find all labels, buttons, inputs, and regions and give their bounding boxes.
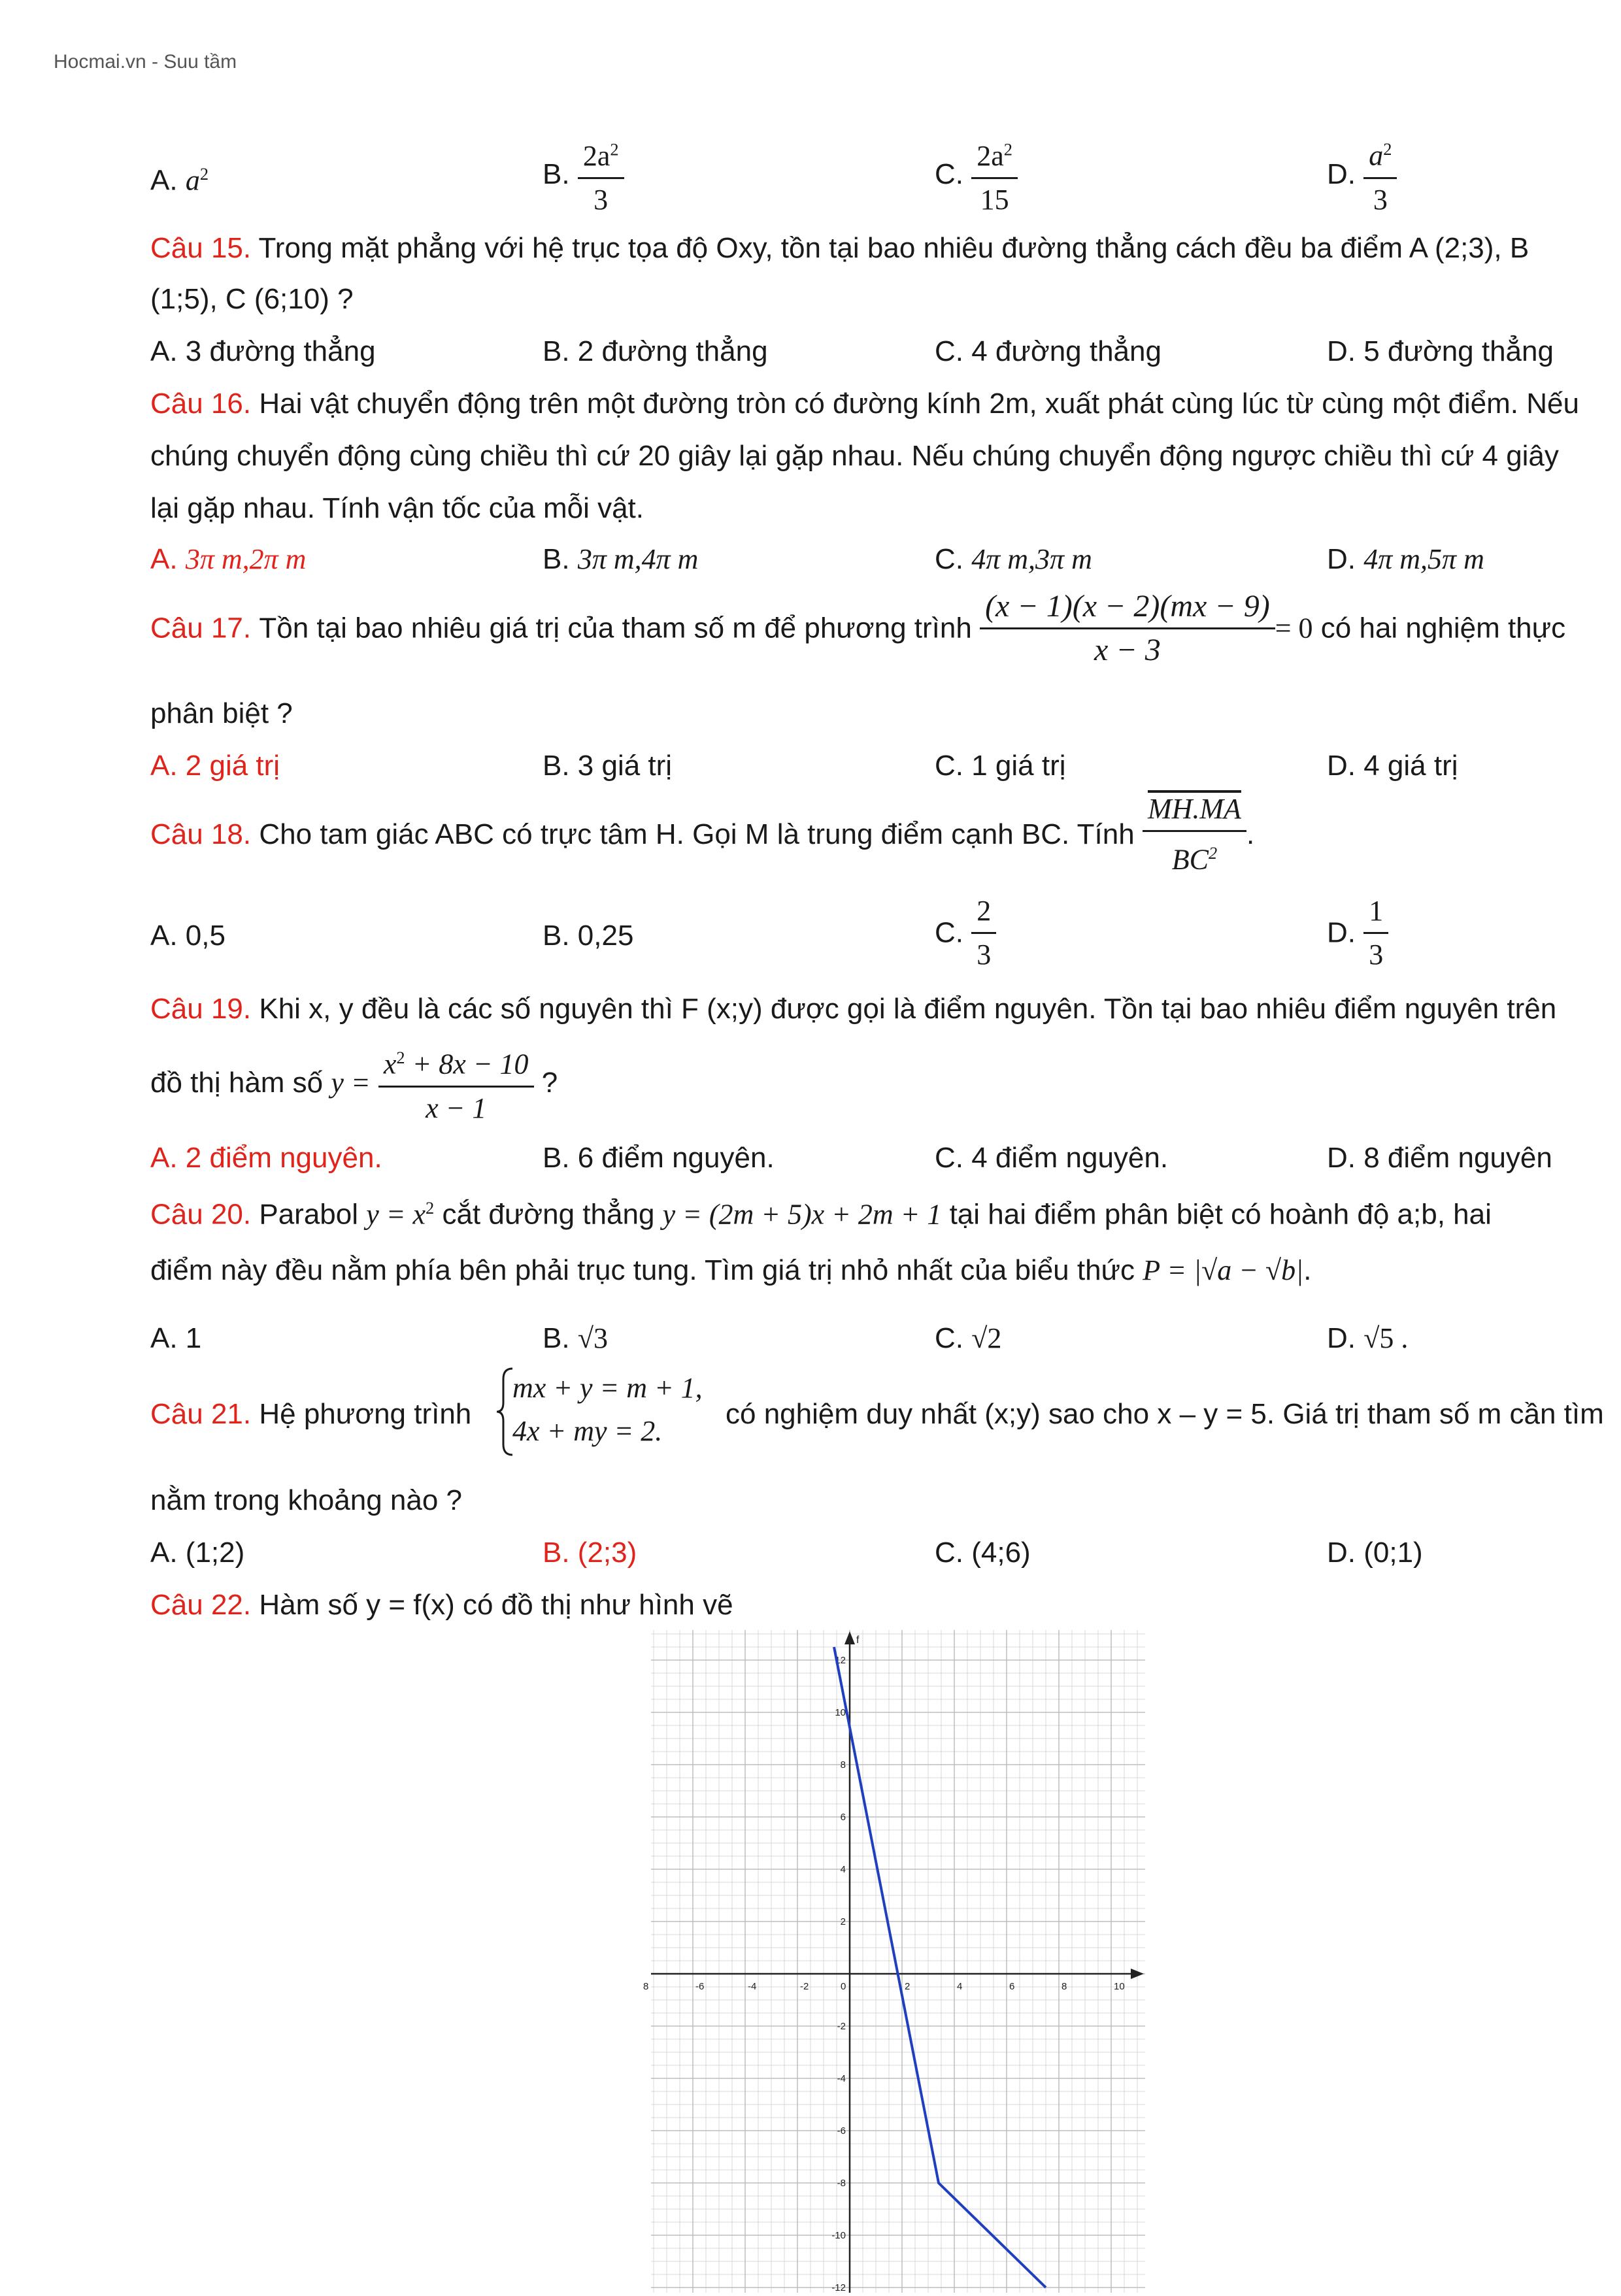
x-tick-label: 0 (841, 1981, 846, 1992)
q18-option-c: C. $\frac{2}{3}$ (935, 893, 996, 973)
q19-line2: đồ thị hàm số y = $\frac{x^2 + 8x - 10}{x - 1}$ ? (150, 1039, 558, 1127)
q18-number: Câu 18. (150, 818, 252, 850)
q19-option-b: B. 6 điểm nguyên. (543, 1142, 775, 1174)
q21-option-d: D. (0;1) (1327, 1537, 1423, 1569)
y-tick-label: 8 (840, 1759, 846, 1771)
q21-option-a: A. (1;2) (150, 1537, 245, 1569)
q19-option-a: A. 2 điểm nguyên. (150, 1142, 382, 1174)
function-graph (643, 1630, 1145, 2293)
q20-expression: P = |√a − √b| (1143, 1254, 1304, 1286)
y-tick-label: -6 (837, 2125, 846, 2137)
y-tick-label: -12 (831, 2282, 846, 2293)
x-tick-label: -6 (695, 1981, 705, 1992)
q19-option-d: D. 8 điểm nguyên (1327, 1142, 1552, 1174)
q20-number: Câu 20. (150, 1198, 252, 1231)
q20-option-a: A. 1 (150, 1322, 202, 1354)
q18-option-d: D. $\frac{1}{3}$ (1327, 893, 1388, 973)
q15-line1: Câu 15. Trong mặt phẳng với hệ trục tọa độ Oxy, tồn tại bao nhiêu đường thẳng cách đều ba điểm A (2;3), B (150, 232, 1529, 264)
q22-line1: Câu 22. Hàm số y = f(x) có đồ thị như hình vẽ (150, 1589, 733, 1621)
x-tick-label: 10 (1114, 1981, 1125, 1992)
x-tick-label: 8 (643, 1981, 649, 1992)
q20-option-b: B. √3 (543, 1322, 608, 1354)
q20-line2: điểm này đều nằm phía bên phải trục tung. Tìm giá trị nhỏ nhất của biểu thức P = |√a − √b|. (150, 1254, 1312, 1286)
q17-equation: $\frac{(x - 1)(x - 2)(mx - 9)}{x - 3}$ (980, 588, 1275, 669)
y-axis-label: f (856, 1635, 860, 1646)
q16-line2: chúng chuyển động cùng chiều thì cứ 20 giây lại gặp nhau. Nếu chúng chuyển động ngược chiều thì cứ 4 giây (150, 440, 1559, 472)
q20-option-c: C. √2 (935, 1322, 1002, 1354)
q15-option-c: C. 4 đường thẳng (935, 335, 1161, 367)
q15-line2: (1;5), C (6;10) ? (150, 283, 354, 315)
q21-line1: Câu 21. Hệ phương trình (150, 1398, 472, 1430)
q17-option-a: A. 2 giá trị (150, 750, 280, 782)
q14-option-c: C. $\frac{2a^2}{15}$ (935, 131, 1018, 218)
q16-option-d: D. 4π m,5π m (1327, 543, 1484, 575)
q21-option-c: C. (4;6) (935, 1537, 1031, 1569)
function-line (834, 1647, 1046, 2288)
q16-option-c: C. 4π m,3π m (935, 543, 1092, 575)
q19-number: Câu 19. (150, 993, 252, 1025)
q19-option-c: C. 4 điểm nguyên. (935, 1142, 1169, 1174)
y-tick-label: 4 (840, 1864, 846, 1875)
q21-option-b: B. (2;3) (543, 1537, 637, 1569)
y-tick-label: 2 (840, 1916, 846, 1927)
q16-number: Câu 16. (150, 388, 252, 420)
y-tick-label: -8 (837, 2178, 846, 2189)
q19-function: $\frac{x^2 + 8x - 10}{x - 1}$ (378, 1039, 534, 1127)
y-tick-label: 6 (840, 1812, 846, 1823)
q18-option-b: B. 0,25 (543, 920, 634, 952)
q21-line1-tail: có nghiệm duy nhất (x;y) sao cho x – y = 5. Giá trị tham số m cần tìm (726, 1398, 1604, 1430)
q17-option-d: D. 4 giá trị (1327, 750, 1458, 782)
y-tick-label: -4 (837, 2073, 846, 2084)
q15-option-d: D. 5 đường thẳng (1327, 335, 1554, 367)
q14-option-a: A. $a^2$ (150, 164, 209, 197)
q15-option-a: A. 3 đường thẳng (150, 335, 376, 367)
q14-option-d: D. $\frac{a^2}{3}$ (1327, 131, 1397, 218)
q21-system: mx + y = m + 1, 4x + my = 2. (512, 1372, 703, 1447)
function-graph-svg (643, 1630, 1145, 2293)
x-tick-label: -4 (748, 1981, 757, 1992)
x-tick-label: 6 (1009, 1981, 1015, 1992)
q17-option-c: C. 1 giá trị (935, 750, 1066, 782)
q21-number: Câu 21. (150, 1398, 252, 1430)
q16-option-b: B. 3π m,4π m (543, 543, 699, 575)
q18-expression: $\frac{MH.MA}{BC^2}$ (1143, 791, 1246, 878)
q22-number: Câu 22. (150, 1589, 252, 1621)
y-tick-label: -10 (831, 2230, 846, 2241)
page-header: Hocmai.vn - Suu tầm (54, 51, 237, 73)
q17-number: Câu 17. (150, 612, 252, 644)
y-axis-arrow (844, 1631, 855, 1644)
y-tick-label: 10 (835, 1707, 846, 1718)
q15-number: Câu 15. (150, 232, 252, 264)
x-tick-label: -2 (800, 1981, 809, 1992)
q16-option-a: A. 3π m,2π m (150, 543, 307, 575)
q14-option-b: B. $\frac{2a^2}{3}$ (543, 131, 624, 218)
q19-line1: Câu 19. Khi x, y đều là các số nguyên thì F (x;y) được gọi là điểm nguyên. Tồn tại bao nhiêu điểm nguyên trên (150, 993, 1557, 1025)
q17-line1: Câu 17. Tồn tại bao nhiêu giá trị của tham số m để phương trình $\frac{(x - 1)(x - 2)(mx - 9)}{x - 3}$ = 0 có hai nghiệm thực (150, 589, 1566, 667)
q16-line3: lại gặp nhau. Tính vận tốc của mỗi vật. (150, 492, 644, 524)
q18-option-a: A. 0,5 (150, 920, 226, 952)
y-tick-label: 12 (835, 1655, 846, 1666)
q17-option-b: B. 3 giá trị (543, 750, 673, 782)
x-tick-label: 4 (957, 1981, 963, 1992)
q17-line2: phân biệt ? (150, 697, 293, 729)
q18-line1: Câu 18. Cho tam giác ABC có trực tâm H. Gọi M là trung điểm cạnh BC. Tính $\frac{MH.MA}{BC^2}$ . (150, 791, 1254, 878)
q15-option-b: B. 2 đường thẳng (543, 335, 768, 367)
q21-line2: nằm trong khoảng nào ? (150, 1484, 463, 1516)
x-tick-label: 2 (905, 1981, 911, 1992)
q20-line1: Câu 20. Parabol $y = x^2$ cắt đường thẳng y = (2m + 5)x + 2m + 1 tại hai điểm phân biệt có hoành độ a;b, hai (150, 1198, 1492, 1231)
x-tick-label: 8 (1061, 1981, 1067, 1992)
q16-line1: Câu 16. Hai vật chuyển động trên một đường tròn có đường kính 2m, xuất phát cùng lúc từ cùng một điểm. Nếu (150, 388, 1579, 420)
y-tick-label: -2 (837, 2021, 846, 2032)
q20-option-d: D. √5 . (1327, 1322, 1409, 1354)
